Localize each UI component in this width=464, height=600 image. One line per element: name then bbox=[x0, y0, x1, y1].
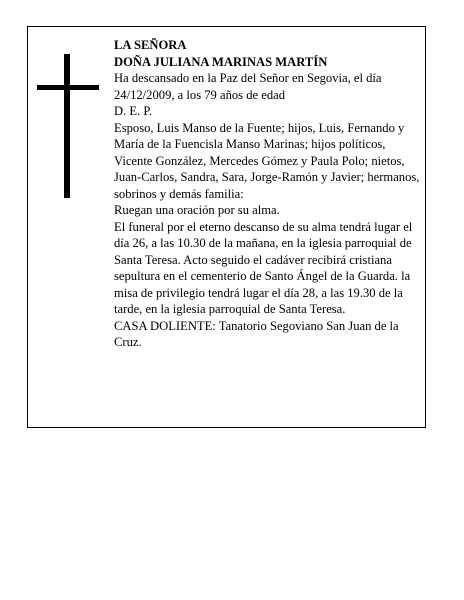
passing-statement: Ha descansado en la Paz del Señor en Segovia, el día 24/12/2009, a los 79 años de edad bbox=[114, 71, 382, 102]
cross-vertical-bar bbox=[64, 54, 70, 198]
funeral-details: El funeral por el eterno descanso de su alma tendrá lugar el día 26, a las 10.30 de la mañana, en la iglesia parroquial de Santa Teresa. Acto seguido el cadáver recibirá cristiana sepultura en el cementerio de Santo Ángel de la Guarda. la misa de privilegio tendrá lugar el día 28, a las 19.30 de la tarde, en la iglesia parroquial de Santa Teresa. bbox=[114, 219, 413, 316]
deceased-name: DOÑA JULIANA MARINAS MARTÍN bbox=[114, 54, 328, 69]
obituary-text bbox=[114, 37, 420, 351]
rest-in-peace: D. E. P. bbox=[114, 104, 153, 118]
family-list: Esposo, Luis Manso de la Fuente; hijos, Luis, Fernando y María de la Fuencisla Manso Marinas; hijos políticos, Vicente González, Mercedes Gómez y Paula Polo; nietos, Juan-Carlos, Sandra, Sara, Jorge-Ramón y Javier; hermanos, sobrinos y demás familia: bbox=[114, 120, 420, 201]
prayer-request: Ruegan una oración por su alma. bbox=[114, 203, 280, 217]
cross-horizontal-bar bbox=[37, 85, 99, 90]
obituary-title: LA SEÑORA bbox=[114, 38, 187, 52]
cross-icon bbox=[37, 54, 99, 198]
mourning-house: CASA DOLIENTE: Tanatorio Segoviano San Juan de la Cruz. bbox=[114, 318, 399, 349]
